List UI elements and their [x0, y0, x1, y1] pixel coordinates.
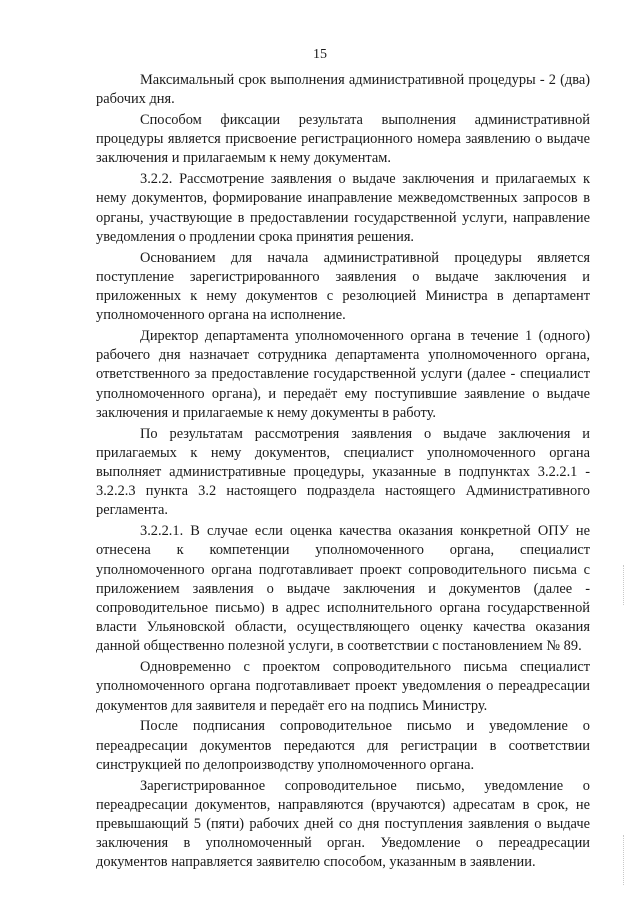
- paragraph-max-term: Максимальный срок выполнения административной процедуры - 2 (два) рабочих дня.: [96, 72, 590, 108]
- scan-artifact-mark: [623, 835, 626, 885]
- paragraph-simultaneously: Одновременно с проектом сопроводительного письма специалист уполномоченного органа подготавливает проект уведомления о переадресации документов для заявителя и передаёт его на подпись Министру.: [96, 659, 590, 714]
- paragraph-registered-letter: Зарегистрированное сопроводительное письмо, уведомление о переадресации документов, направляются (вручаются) адресатам в срок, не превышающий 5 (пяти) рабочих дней со дня поступления заявления о выдаче заключения в уполномоченный орган. Уведомление о переадресации документов направляется заявителю способом, указанным в заявлении.: [96, 777, 590, 871]
- paragraph-3-2-2-1: 3.2.2.1. В случае если оценка качества оказания конкретной ОПУ не отнесена к компетенции уполномоченного органа, специалист уполномоченного органа подготавливает проект сопроводительного письма с приложением заявления о выдаче заключения и документов (далее - сопроводительное письмо) в адрес исполнительного органа государственной власти Ульяновской области, осуществляющего оценку качества оказания данной общественно полезной услуги, в соответствии с постановлением № 89.: [96, 523, 590, 655]
- paragraph-director-assigns: Директор департамента уполномоченного органа в течение 1 (одного) рабочего дня назначает сотрудника департамента уполномоченного органа, ответственного за предоставление государственной услуги (далее - специалист уполномоченного органа), и передаёт ему поступившие заявление о выдаче заключения и прилагаемые к нему документы в работу.: [96, 328, 590, 421]
- paragraph-3-2-2: 3.2.2. Рассмотрение заявления о выдаче заключения и прилагаемых к нему документов, формирование инаправление межведомственных запросов в органы, участвующие в предоставлении государственной услуги, направление уведомления о продлении срока принятия решения.: [96, 171, 590, 245]
- scan-artifact-mark: [623, 565, 626, 605]
- paragraph-review-results: По результатам рассмотрения заявления о выдаче заключения и прилагаемых к нему документов, специалист уполномоченного органа выполняет административные процедуры, указанные в подпунктах 3.2.2.1 - 3.2.2.3 пункта 3.2 настоящего подраздела настоящего Административного регламента.: [96, 425, 590, 519]
- document-body: [96, 71, 590, 874]
- paragraph-after-signing: После подписания сопроводительное письмо и уведомление о переадресации документов передаются для регистрации в соответствии синструкцией по делопроизводству уполномоченного органа.: [96, 718, 590, 773]
- paragraph-procedure-basis: Основанием для начала административной процедуры является поступление зарегистрированного заявления о выдаче заключения и приложенных к нему документов с резолюцией Министра в департамент уполномоченного органа на исполнение.: [96, 249, 590, 324]
- paragraph-fixation-method: Способом фиксации результата выполнения административной процедуры является присвоение регистрационного номера заявлению о выдаче заключения и прилагаемым к нему документам.: [96, 112, 590, 167]
- page-number: 15: [313, 47, 327, 62]
